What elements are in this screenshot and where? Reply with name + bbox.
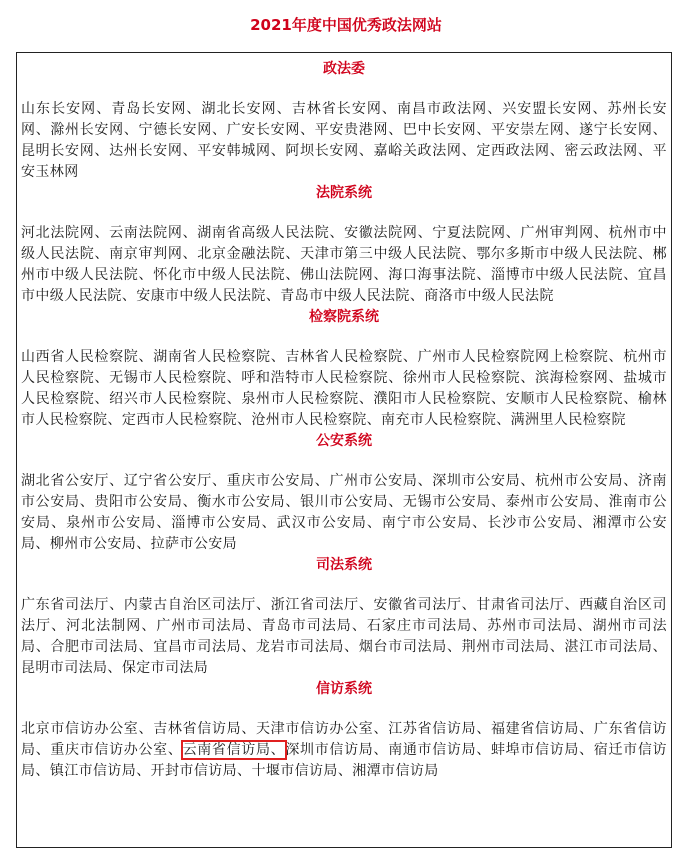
list-separator: 、 — [136, 763, 151, 779]
list-separator: 、 — [94, 143, 110, 159]
website-item[interactable]: 平安韩城网 — [197, 143, 271, 159]
website-item[interactable]: 衡水市公安局 — [197, 494, 286, 510]
website-item[interactable]: 杭州市人民检察院 — [21, 349, 667, 386]
list-separator: 、 — [608, 349, 624, 365]
website-item[interactable]: 杭州市中级人民法院 — [21, 225, 667, 262]
website-item[interactable]: 蚌埠市信访局 — [491, 742, 580, 758]
website-item[interactable]: 苏州市司法局 — [487, 618, 578, 634]
list-separator: 、 — [182, 143, 198, 159]
website-item[interactable]: 巴中长安网 — [402, 122, 477, 138]
list-separator: 、 — [285, 267, 301, 283]
website-item[interactable]: 湖北长安网 — [201, 101, 277, 117]
list-separator: 、 — [241, 721, 256, 737]
website-item[interactable]: 十堰市信访局 — [251, 763, 338, 779]
list-separator: 、 — [35, 763, 50, 779]
website-item[interactable]: 昆明长安网 — [21, 143, 95, 159]
list-separator: 、 — [241, 639, 256, 655]
list-separator: 、 — [314, 473, 330, 489]
list-separator: 、 — [156, 515, 172, 531]
website-item[interactable]: 吉林省长安网 — [291, 101, 382, 117]
list-separator: 、 — [186, 101, 202, 117]
list-separator: 、 — [417, 473, 433, 489]
section-title-court-system: 法院系统 — [316, 185, 372, 201]
website-item[interactable]: 云南法院网 — [109, 225, 183, 241]
section-procuratorate-system — [21, 307, 667, 431]
list-separator: 、 — [94, 391, 110, 407]
website-item[interactable]: 吉林省信访局 — [153, 721, 242, 737]
list-separator: 、 — [35, 122, 51, 138]
website-item[interactable]: 滁州长安网 — [50, 122, 124, 138]
list-separator: 、 — [261, 515, 277, 531]
website-item[interactable]: 青岛市司法局 — [261, 618, 352, 634]
section-title-political-committee: 政法委 — [323, 61, 365, 77]
website-item[interactable]: 安顺市人民检察院 — [505, 391, 624, 407]
website-item[interactable]: 福建省信访局 — [491, 721, 580, 737]
list-separator: 、 — [109, 597, 124, 613]
list-separator: 、 — [270, 349, 286, 365]
list-separator: 、 — [476, 721, 491, 737]
website-item[interactable]: 广安长安网 — [226, 122, 301, 138]
list-separator: 、 — [491, 494, 506, 510]
website-item[interactable]: 阿坝长安网 — [285, 143, 359, 159]
website-item[interactable]: 广州市人民检察院网上检察院 — [417, 349, 609, 365]
website-item[interactable]: 广东省司法厅 — [21, 597, 110, 613]
list-separator: 、 — [270, 143, 286, 159]
website-item[interactable]: 遂宁长安网 — [579, 122, 653, 138]
website-item[interactable]: 濮阳市人民检察院 — [373, 391, 491, 407]
list-separator: 、 — [592, 101, 608, 117]
section-title-procuratorate-system: 检察院系统 — [309, 309, 379, 325]
list-separator: 、 — [211, 122, 227, 138]
list-separator: 、 — [577, 515, 593, 531]
website-item[interactable]: 深圳市信访局 — [285, 742, 374, 758]
website-item[interactable]: 保定市司法局 — [121, 660, 209, 676]
website-item[interactable]: 南宁市公安局 — [381, 515, 473, 531]
list-separator: 、 — [388, 370, 403, 386]
list-separator: 、 — [402, 349, 418, 365]
list-separator: 、 — [476, 742, 491, 758]
list-separator: 、 — [623, 267, 638, 283]
list-separator: 、 — [358, 597, 374, 613]
website-item[interactable]: 盐城市人民检察院 — [21, 370, 667, 407]
list-separator: 、 — [520, 473, 536, 489]
website-item[interactable]: 安徽省司法厅 — [373, 597, 462, 613]
website-item[interactable]: 无锡市人民检察院 — [109, 370, 227, 386]
website-item[interactable]: 山东长安网 — [21, 101, 97, 117]
website-item[interactable]: 无锡市公安局 — [402, 494, 491, 510]
list-separator: 、 — [637, 143, 653, 159]
list-separator: 、 — [94, 225, 110, 241]
list-separator: 、 — [487, 101, 503, 117]
website-item[interactable]: 青岛长安网 — [111, 101, 187, 117]
website-item[interactable]: 宜昌市司法局 — [153, 639, 242, 655]
list-separator: 、 — [107, 660, 122, 676]
website-item[interactable]: 柳州市公安局 — [49, 536, 137, 552]
website-item[interactable]: 安徽法院网 — [344, 225, 418, 241]
section-title-petition-system: 信访系统 — [316, 681, 372, 697]
website-item[interactable]: 泉州市公安局 — [66, 515, 157, 531]
website-item[interactable]: 重庆市信访办公室 — [50, 742, 168, 758]
website-item[interactable]: 湛江市司法局 — [564, 639, 653, 655]
list-separator: 、 — [285, 246, 301, 262]
list-separator: 、 — [505, 225, 521, 241]
list-separator: 、 — [337, 763, 353, 779]
website-item[interactable]: 西藏自治区司法厅 — [21, 597, 667, 634]
website-item[interactable]: 湖南省高级人民法院 — [197, 225, 330, 241]
list-separator: 、 — [593, 225, 609, 241]
list-separator: 、 — [446, 639, 462, 655]
list-separator: 、 — [138, 721, 154, 737]
website-item[interactable]: 湖州市司法局 — [21, 618, 668, 655]
list-separator: 、 — [351, 618, 367, 634]
list-separator: 、 — [237, 412, 252, 428]
list-separator: 、 — [373, 721, 389, 737]
website-item[interactable]: 湖北省公安厅 — [21, 473, 110, 489]
list-separator: 、 — [564, 122, 580, 138]
list-separator: 、 — [476, 267, 491, 283]
website-item[interactable]: 平安玉林网 — [21, 143, 667, 180]
list-separator: 、 — [577, 618, 593, 634]
list-separator: 、 — [637, 246, 653, 262]
website-item[interactable]: 郴州市中级人民法院 — [21, 246, 667, 283]
website-item[interactable]: 广州审判网 — [520, 225, 594, 241]
website-item[interactable]: 淮南市公安局 — [21, 494, 667, 531]
list-separator: 、 — [35, 742, 51, 758]
list-separator: 、 — [256, 597, 271, 613]
list-separator: 、 — [94, 246, 110, 262]
website-item[interactable]: 绍兴市人民检察院 — [109, 391, 227, 407]
list-separator: 、 — [96, 101, 112, 117]
website-item[interactable]: 石家庄市司法局 — [366, 618, 473, 634]
list-separator: 、 — [141, 618, 157, 634]
website-item[interactable]: 滨海检察网 — [535, 370, 609, 386]
list-separator: 、 — [35, 639, 51, 655]
website-item[interactable]: 河北法制网 — [66, 618, 142, 634]
list-separator: 、 — [549, 639, 565, 655]
list-separator: 、 — [623, 391, 638, 407]
list-separator: 、 — [300, 122, 315, 138]
list-separator: 、 — [491, 391, 506, 407]
list-separator: 、 — [381, 101, 397, 117]
list-separator: 、 — [121, 288, 137, 304]
section-list-procuratorate-system — [21, 347, 667, 431]
list-separator: 、 — [652, 122, 667, 138]
section-title-public-security-system: 公安系统 — [316, 433, 372, 449]
list-separator: 、 — [579, 742, 594, 758]
list-separator: 、 — [366, 515, 382, 531]
section-political-committee — [21, 59, 667, 183]
list-separator: 、 — [182, 494, 198, 510]
list-separator: 、 — [35, 536, 50, 552]
section-list-court-system — [21, 223, 667, 307]
section-list-petition-system — [21, 719, 667, 782]
list-separator: 、 — [237, 763, 252, 779]
website-item[interactable]: 满洲里人民检察院 — [510, 412, 626, 428]
website-item[interactable]: 烟台市司法局 — [358, 639, 447, 655]
list-separator: 、 — [373, 742, 389, 758]
website-item[interactable]: 甘肃省司法厅 — [476, 597, 565, 613]
list-separator: 、 — [472, 515, 488, 531]
website-item[interactable]: 密云政法网 — [564, 143, 638, 159]
website-item[interactable]: 济南市公安局 — [21, 473, 667, 510]
list-separator: 、 — [358, 143, 374, 159]
list-separator: 、 — [182, 225, 198, 241]
list-separator: 、 — [182, 246, 198, 262]
list-separator: 、 — [265, 288, 281, 304]
list-separator: 、 — [520, 370, 536, 386]
website-item[interactable]: 南充市人民检察院 — [381, 412, 497, 428]
website-item[interactable]: 内蒙古自治区司法厅 — [123, 597, 256, 613]
website-item-highlighted[interactable]: 云南省信访局、 — [182, 742, 286, 758]
list-separator: 、 — [329, 225, 345, 241]
website-item[interactable]: 呼和浩特市人民检察院 — [241, 370, 389, 386]
list-separator: 、 — [388, 122, 403, 138]
list-separator: 、 — [366, 412, 382, 428]
list-separator: 、 — [579, 721, 594, 737]
website-item[interactable]: 怀化市中级人民法院 — [153, 267, 286, 283]
website-item[interactable]: 北京金融法院 — [197, 246, 286, 262]
website-item[interactable]: 合肥市司法局 — [50, 639, 139, 655]
list-separator: 、 — [123, 122, 139, 138]
website-item[interactable]: 天津市信访办公室 — [256, 721, 374, 737]
content-frame — [16, 52, 672, 848]
list-separator: 、 — [472, 618, 488, 634]
website-item[interactable]: 广州市公安局 — [329, 473, 418, 489]
list-separator: 、 — [226, 370, 242, 386]
list-separator: 、 — [461, 143, 477, 159]
website-item[interactable]: 平安贵港网 — [314, 122, 389, 138]
page-title: 2021年度中国优秀政法网站 — [250, 16, 442, 34]
website-item[interactable]: 榆林市人民检察院 — [21, 391, 667, 428]
section-public-security-system — [21, 431, 667, 555]
list-separator: 、 — [476, 122, 491, 138]
website-item[interactable]: 重庆市公安局 — [226, 473, 315, 489]
list-separator: 、 — [51, 515, 67, 531]
website-item[interactable]: 佛山法院网 — [300, 267, 374, 283]
list-separator: 、 — [107, 412, 122, 428]
website-item[interactable]: 定西市人民检察院 — [121, 412, 238, 428]
website-item[interactable]: 辽宁省公安厅 — [123, 473, 212, 489]
list-separator: 、 — [138, 639, 154, 655]
list-separator: 、 — [51, 618, 67, 634]
website-item[interactable]: 湘潭市公安局 — [21, 515, 667, 552]
section-court-system — [21, 183, 667, 307]
list-separator: 、 — [285, 494, 301, 510]
list-separator: 、 — [652, 639, 667, 655]
list-separator: 、 — [496, 412, 511, 428]
list-separator: 、 — [138, 267, 154, 283]
website-item[interactable]: 开封市信访局 — [150, 763, 238, 779]
website-item[interactable]: 平安崇左网 — [491, 122, 565, 138]
section-list-judicial-system — [21, 595, 667, 679]
list-separator: 、 — [564, 597, 580, 613]
list-separator: 、 — [344, 639, 359, 655]
website-item[interactable]: 宁德长安网 — [138, 122, 212, 138]
website-item[interactable]: 北京市信访办公室 — [21, 721, 139, 737]
website-item[interactable]: 荆州市司法局 — [461, 639, 550, 655]
list-separator: 、 — [461, 246, 477, 262]
website-item[interactable]: 吉林省人民检察院 — [285, 349, 403, 365]
website-item[interactable]: 浙江省司法厅 — [270, 597, 359, 613]
list-separator: 、 — [109, 473, 124, 489]
website-item[interactable]: 青岛市中级人民法院 — [280, 288, 410, 304]
website-item[interactable]: 镇江市信访局 — [49, 763, 137, 779]
list-separator: 、 — [373, 267, 389, 283]
website-item[interactable]: 嘉峪关政法网 — [373, 143, 462, 159]
list-separator: 、 — [623, 473, 638, 489]
website-item[interactable]: 贵阳市公安局 — [94, 494, 183, 510]
list-separator: 、 — [417, 225, 433, 241]
website-item[interactable]: 拉萨市公安局 — [150, 536, 238, 552]
list-separator: 、 — [138, 349, 154, 365]
website-item[interactable]: 商洛市中级人民法院 — [424, 288, 554, 304]
list-separator: 、 — [409, 288, 425, 304]
website-item[interactable]: 苏州长安网 — [21, 101, 668, 138]
website-item[interactable]: 广州市司法局 — [156, 618, 247, 634]
website-item[interactable]: 湘潭市信访局 — [352, 763, 439, 779]
website-item[interactable]: 杭州市公安局 — [535, 473, 624, 489]
list-separator: 、 — [136, 536, 151, 552]
website-item[interactable]: 武汉市公安局 — [276, 515, 367, 531]
website-item[interactable]: 深圳市公安局 — [432, 473, 521, 489]
list-separator: 、 — [358, 391, 374, 407]
website-item[interactable]: 湖南省人民检察院 — [153, 349, 271, 365]
section-title-judicial-system: 司法系统 — [316, 557, 372, 573]
website-item[interactable]: 泰州市公安局 — [505, 494, 594, 510]
website-item[interactable]: 宁夏法院网 — [432, 225, 506, 241]
list-separator: 、 — [276, 101, 292, 117]
list-separator: 、 — [94, 370, 110, 386]
website-item[interactable]: 天津市第三中级人民法院 — [300, 246, 462, 262]
list-separator: 、 — [608, 370, 624, 386]
list-separator: 、 — [211, 473, 227, 489]
website-item[interactable]: 龙岩市司法局 — [256, 639, 345, 655]
list-separator: 、 — [593, 494, 609, 510]
website-item[interactable]: 南昌市政法网 — [396, 101, 488, 117]
list-separator: 、 — [549, 143, 565, 159]
website-item[interactable]: 徐州市人民检察院 — [402, 370, 521, 386]
website-item[interactable]: 银川市公安局 — [300, 494, 389, 510]
website-item[interactable]: 泉州市人民检察院 — [241, 391, 359, 407]
website-item[interactable]: 南通市信访局 — [388, 742, 477, 758]
website-item[interactable]: 定西政法网 — [476, 143, 550, 159]
website-item[interactable]: 鄂尔多斯市中级人民法院 — [476, 246, 638, 262]
website-item[interactable]: 宜昌市中级人民法院 — [21, 267, 667, 304]
section-petition-system — [21, 679, 667, 782]
website-item[interactable]: 长沙市公安局 — [487, 515, 578, 531]
list-separator: 、 — [226, 391, 242, 407]
list-separator: 、 — [167, 742, 183, 758]
list-separator: 、 — [388, 494, 403, 510]
section-list-public-security-system — [21, 471, 667, 555]
website-item[interactable]: 安康市中级人民法院 — [136, 288, 266, 304]
website-item[interactable]: 宿迁市信访局 — [21, 742, 667, 779]
section-judicial-system — [21, 555, 667, 679]
list-separator: 、 — [246, 618, 262, 634]
website-item[interactable]: 河北法院网 — [21, 225, 95, 241]
website-item[interactable]: 江苏省信访局 — [388, 721, 477, 737]
website-item[interactable]: 海口海事法院 — [388, 267, 477, 283]
website-item[interactable]: 达州长安网 — [109, 143, 183, 159]
website-item[interactable]: 广东省信访局 — [21, 721, 667, 758]
website-item[interactable]: 淄博市公安局 — [171, 515, 262, 531]
list-separator: 、 — [79, 494, 95, 510]
website-item[interactable]: 兴安盟长安网 — [502, 101, 593, 117]
website-item[interactable]: 淄博市中级人民法院 — [491, 267, 624, 283]
website-item[interactable]: 沧州市人民检察院 — [251, 412, 367, 428]
website-item[interactable]: 南京审判网 — [109, 246, 183, 262]
section-list-political-committee — [21, 99, 667, 183]
website-item[interactable]: 昆明市司法局 — [21, 660, 108, 676]
list-separator: 、 — [461, 597, 477, 613]
website-item[interactable]: 山西省人民检察院 — [21, 349, 139, 365]
